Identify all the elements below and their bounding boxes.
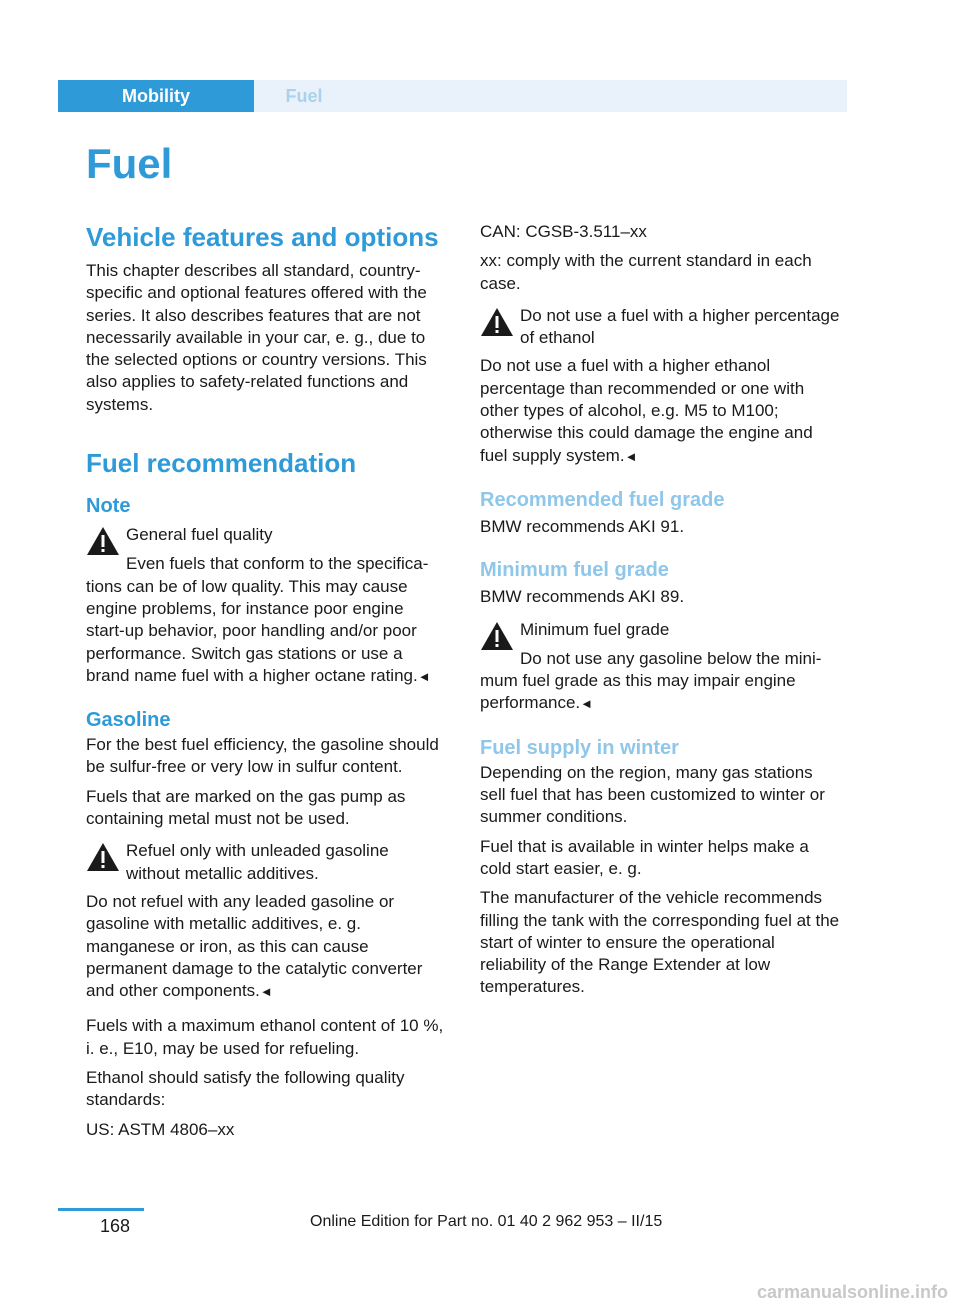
paragraph-gasoline-1: For the best fuel efficiency, the gasoline should be sulfur-free or very low in sulfur content.	[86, 735, 439, 777]
heading-note: Note	[86, 495, 131, 518]
warning-unleaded	[86, 840, 446, 885]
paragraph-ethanol-2: Ethanol should satisfy the following quality standards:	[86, 1068, 405, 1110]
warning-lead: Do not use any gasoline below the mini-	[520, 648, 822, 668]
heading-gasoline: Gasoline	[86, 709, 171, 732]
paragraph-us-standard: US: ASTM 4806–xx	[86, 1119, 235, 1139]
heading-vehicle-features: Vehicle features and options	[86, 222, 439, 252]
warning-general-fuel-quality	[86, 524, 446, 576]
header-bar	[58, 80, 847, 112]
warning-text: mum fuel grade as this may impair engine performance.◄	[480, 671, 796, 713]
page-number: 168	[100, 1216, 131, 1236]
paragraph-winter-3: The manufacturer of the vehicle recommends filling the tank with the corresponding fuel at the start of winter to ensure the operational reliability of the Range Extender at low temperatures.	[480, 888, 840, 997]
warning-lead: Even fuels that conform to the specifica-	[126, 554, 429, 574]
warning-triangle-icon	[480, 307, 514, 337]
right-column	[480, 221, 840, 999]
paragraph-recommended: BMW recommends AKI 91.	[480, 516, 685, 536]
paragraph-winter-2: Fuel that is available in winter helps make a cold start easier, e. g.	[480, 836, 809, 878]
paragraph-minimum: BMW recommends AKI 89.	[480, 587, 685, 607]
warning-title: Refuel only with unleaded gasoline without metallic additives.	[126, 841, 389, 883]
paragraph-can-standard: CAN: CGSB-3.511–xx	[480, 222, 647, 241]
left-column	[86, 220, 446, 1141]
page-title: Fuel	[86, 140, 173, 187]
warning-minimum-grade	[480, 619, 840, 671]
warning-ethanol	[480, 305, 840, 350]
paragraph-gasoline-2: Fuels that are marked on the gas pump as containing metal must not be used.	[86, 786, 406, 829]
warning-triangle-icon	[86, 526, 120, 556]
warning-text: tions can be of low quality. This may cause engine problems, for instance poor engine start-up behavior, poor handling and/or poor performance. Switch gas stations or use a brand name fuel with a higher octane rating.◄	[86, 576, 431, 685]
heading-fuel-recommendation: Fuel recommendation	[86, 448, 357, 479]
paragraph-winter-1: Depending on the region, many gas stations sell fuel that has been customized to winter or summer conditions.	[480, 762, 825, 827]
footer-edition: Online Edition for Part no. 01 40 2 962 953 – II/15	[310, 1213, 663, 1230]
end-marker: ◄	[417, 668, 431, 684]
end-marker: ◄	[259, 984, 273, 1000]
heading-recommended-fuel-grade: Recommended fuel grade	[480, 488, 725, 511]
paragraph-ethanol-1: Fuels with a maximum ethanol content of 10 %, i. e., E10, may be used for refueling.	[86, 1016, 444, 1058]
end-marker: ◄	[580, 696, 594, 712]
header-chapter-fuel[interactable]: Fuel	[285, 85, 323, 106]
end-marker: ◄	[624, 448, 638, 464]
warning-triangle-icon	[86, 842, 120, 872]
paragraph-xx: xx: comply with the current standard in each case.	[480, 251, 812, 293]
header-section-mobility[interactable]: Mobility	[58, 80, 254, 112]
warning-title: Do not use a fuel with a higher percentage of ethanol	[520, 305, 840, 348]
warning-text: Do not use a fuel with a higher ethanol percentage than recommended or one with other types of alcohol, e.g. M5 to M100; otherwise this could damage the engine and fuel supply system.◄	[480, 356, 813, 465]
paragraph-features: This chapter describes all standard, country-specific and optional features offered with the series. It also describes features that are not necessarily available in your car, e. g., due to the selected options or country versions. This also applies to safety-related functions and systems.	[86, 261, 427, 414]
heading-minimum-fuel-grade: Minimum fuel grade	[480, 559, 669, 582]
warning-title: General fuel quality	[126, 525, 273, 545]
heading-fuel-supply-winter: Fuel supply in winter	[480, 736, 679, 759]
warning-text: Do not refuel with any leaded gasoline or gasoline with metallic additives, e. g. manganese or iron, as this can cause permanent damage to the catalytic converter and other components.◄	[86, 891, 423, 1001]
watermark: carmanualsonline.info	[756, 1282, 948, 1302]
footer-rule	[58, 1208, 144, 1211]
warning-triangle-icon	[480, 621, 514, 651]
warning-title: Minimum fuel grade	[520, 619, 670, 639]
